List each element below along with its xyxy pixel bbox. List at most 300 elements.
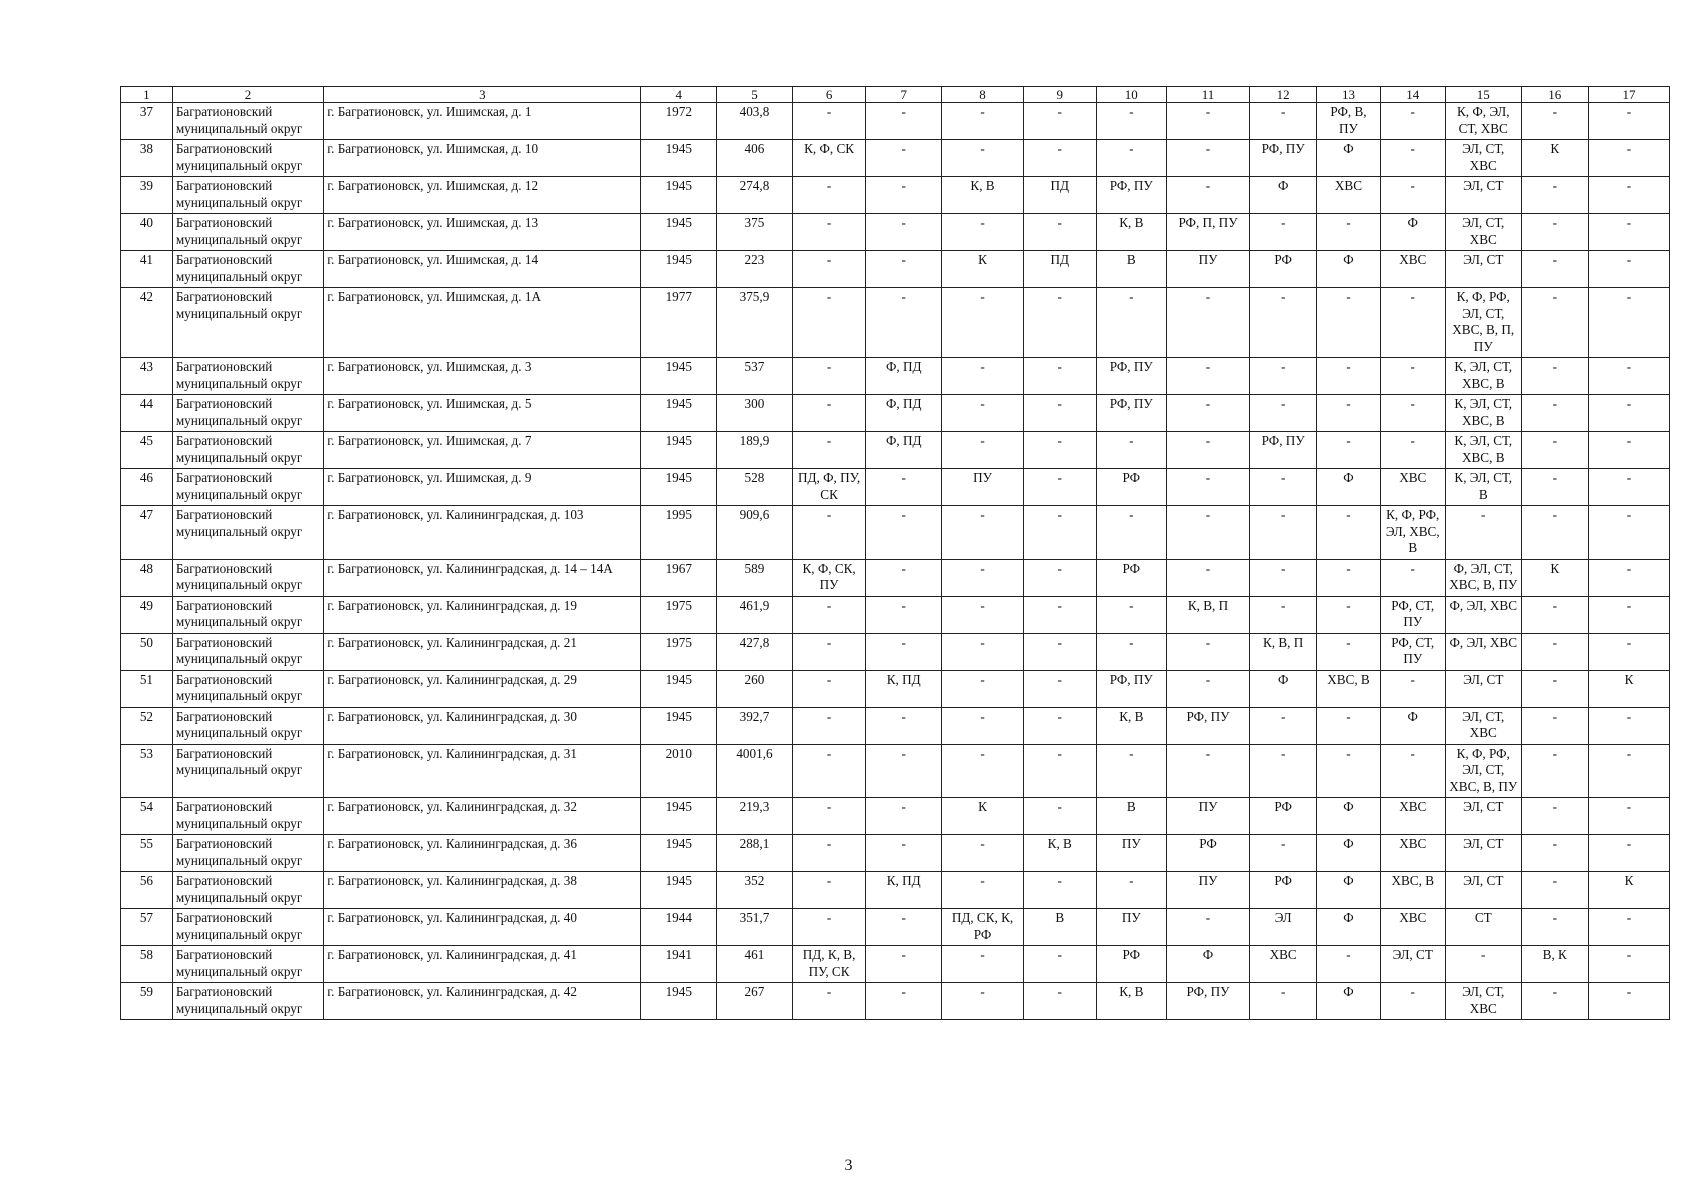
- table-cell-col-13: -: [1317, 633, 1380, 670]
- table-cell-col-14: -: [1380, 559, 1445, 596]
- table-cell-col-13: Ф: [1317, 251, 1380, 288]
- table-cell-col-12: -: [1249, 103, 1316, 140]
- table-cell-col-13: РФ, В, ПУ: [1317, 103, 1380, 140]
- table-cell-col-5: 223: [717, 251, 793, 288]
- table-cell-col-7: -: [866, 288, 942, 358]
- table-cell-col-4: 2010: [641, 744, 717, 798]
- table-cell-col-8: -: [942, 946, 1024, 983]
- table-cell-col-9: -: [1023, 469, 1096, 506]
- table-cell-col-10: РФ: [1096, 559, 1167, 596]
- table-row: [121, 214, 1670, 251]
- table-cell-col-13: -: [1317, 395, 1380, 432]
- column-number-6: 6: [792, 87, 866, 103]
- table-cell-col-8: -: [942, 432, 1024, 469]
- table-cell-col-3: г. Багратионовск, ул. Калининградская, д. 103: [324, 506, 641, 560]
- table-cell-col-2: Багратионовский муниципальный округ: [172, 983, 323, 1020]
- column-number-5: 5: [717, 87, 793, 103]
- table-cell-col-5: 189,9: [717, 432, 793, 469]
- table-cell-col-12: -: [1249, 596, 1316, 633]
- column-number-9: 9: [1023, 87, 1096, 103]
- table-cell-col-11: РФ, ПУ: [1167, 983, 1250, 1020]
- table-cell-col-12: -: [1249, 983, 1316, 1020]
- table-cell-col-14: Ф: [1380, 214, 1445, 251]
- table-cell-col-8: -: [942, 506, 1024, 560]
- table-cell-col-7: -: [866, 469, 942, 506]
- table-cell-col-5: 288,1: [717, 835, 793, 872]
- column-number-15: 15: [1445, 87, 1521, 103]
- table-cell-col-6: -: [792, 432, 866, 469]
- table-cell-col-13: -: [1317, 596, 1380, 633]
- table-cell-col-1: 47: [121, 506, 173, 560]
- table-cell-col-13: Ф: [1317, 798, 1380, 835]
- table-cell-col-8: -: [942, 596, 1024, 633]
- table-cell-col-16: -: [1521, 177, 1588, 214]
- table-cell-col-12: РФ: [1249, 872, 1316, 909]
- table-cell-col-3: г. Багратионовск, ул. Калининградская, д. 38: [324, 872, 641, 909]
- table-cell-col-4: 1945: [641, 214, 717, 251]
- table-cell-col-5: 300: [717, 395, 793, 432]
- table-cell-col-15: ЭЛ, СТ, ХВС: [1445, 214, 1521, 251]
- table-cell-col-8: ПУ: [942, 469, 1024, 506]
- table-cell-col-1: 39: [121, 177, 173, 214]
- table-cell-col-1: 53: [121, 744, 173, 798]
- table-row: [121, 983, 1670, 1020]
- table-row: [121, 835, 1670, 872]
- page-number: 3: [844, 1157, 853, 1174]
- table-cell-col-4: 1945: [641, 707, 717, 744]
- table-cell-col-3: г. Багратионовск, ул. Ишимская, д. 3: [324, 358, 641, 395]
- table-cell-col-10: -: [1096, 596, 1167, 633]
- table-cell-col-2: Багратионовский муниципальный округ: [172, 798, 323, 835]
- table-cell-col-16: -: [1521, 506, 1588, 560]
- table-cell-col-1: 57: [121, 909, 173, 946]
- table-cell-col-6: -: [792, 872, 866, 909]
- table-cell-col-4: 1945: [641, 358, 717, 395]
- table-cell-col-16: -: [1521, 214, 1588, 251]
- table-cell-col-3: г. Багратионовск, ул. Калининградская, д. 41: [324, 946, 641, 983]
- table-cell-col-12: РФ: [1249, 251, 1316, 288]
- table-cell-col-1: 49: [121, 596, 173, 633]
- table-cell-col-9: ПД: [1023, 177, 1096, 214]
- table-cell-col-1: 43: [121, 358, 173, 395]
- table-cell-col-15: ЭЛ, СТ: [1445, 177, 1521, 214]
- table-cell-col-13: -: [1317, 946, 1380, 983]
- table-cell-col-7: К, ПД: [866, 872, 942, 909]
- table-cell-col-7: -: [866, 177, 942, 214]
- table-cell-col-9: -: [1023, 103, 1096, 140]
- table-cell-col-3: г. Багратионовск, ул. Калининградская, д. 14 – 14А: [324, 559, 641, 596]
- table-cell-col-11: -: [1167, 559, 1250, 596]
- table-cell-col-4: 1945: [641, 395, 717, 432]
- table-cell-col-17: -: [1588, 288, 1669, 358]
- table-cell-col-3: г. Багратионовск, ул. Калининградская, д. 31: [324, 744, 641, 798]
- table-cell-col-4: 1945: [641, 177, 717, 214]
- table-cell-col-14: -: [1380, 983, 1445, 1020]
- table-cell-col-5: 537: [717, 358, 793, 395]
- table-row: [121, 103, 1670, 140]
- table-cell-col-6: -: [792, 835, 866, 872]
- table-cell-col-9: -: [1023, 670, 1096, 707]
- column-number-3: 3: [324, 87, 641, 103]
- table-cell-col-12: -: [1249, 214, 1316, 251]
- table-cell-col-16: В, К: [1521, 946, 1588, 983]
- table-cell-col-6: -: [792, 506, 866, 560]
- table-cell-col-2: Багратионовский муниципальный округ: [172, 872, 323, 909]
- table-cell-col-4: 1941: [641, 946, 717, 983]
- table-cell-col-4: 1945: [641, 872, 717, 909]
- table-cell-col-11: -: [1167, 633, 1250, 670]
- table-cell-col-16: -: [1521, 288, 1588, 358]
- table-cell-col-3: г. Багратионовск, ул. Калининградская, д. 42: [324, 983, 641, 1020]
- table-cell-col-8: -: [942, 559, 1024, 596]
- table-cell-col-6: -: [792, 251, 866, 288]
- table-cell-col-15: ЭЛ, СТ, ХВС: [1445, 707, 1521, 744]
- table-cell-col-12: -: [1249, 506, 1316, 560]
- table-cell-col-2: Багратионовский муниципальный округ: [172, 559, 323, 596]
- table-cell-col-10: РФ: [1096, 469, 1167, 506]
- table-cell-col-9: -: [1023, 707, 1096, 744]
- table-cell-col-14: -: [1380, 288, 1445, 358]
- table-row: [121, 633, 1670, 670]
- column-number-7: 7: [866, 87, 942, 103]
- table-cell-col-10: К, В: [1096, 214, 1167, 251]
- table-cell-col-15: Ф, ЭЛ, ХВС: [1445, 596, 1521, 633]
- table-cell-col-3: г. Багратионовск, ул. Калининградская, д. 29: [324, 670, 641, 707]
- table-cell-col-15: К, ЭЛ, СТ, В: [1445, 469, 1521, 506]
- table-cell-col-16: -: [1521, 707, 1588, 744]
- table-cell-col-16: -: [1521, 670, 1588, 707]
- table-cell-col-14: -: [1380, 177, 1445, 214]
- table-cell-col-5: 274,8: [717, 177, 793, 214]
- table-cell-col-6: -: [792, 288, 866, 358]
- table-cell-col-11: -: [1167, 670, 1250, 707]
- table-cell-col-2: Багратионовский муниципальный округ: [172, 251, 323, 288]
- table-cell-col-11: -: [1167, 432, 1250, 469]
- table-cell-col-1: 38: [121, 140, 173, 177]
- table-cell-col-14: ХВС: [1380, 835, 1445, 872]
- table-cell-col-2: Багратионовский муниципальный округ: [172, 395, 323, 432]
- table-cell-col-5: 461: [717, 946, 793, 983]
- table-cell-col-1: 45: [121, 432, 173, 469]
- table-cell-col-8: -: [942, 872, 1024, 909]
- table-cell-col-13: Ф: [1317, 872, 1380, 909]
- table-cell-col-14: К, Ф, РФ, ЭЛ, ХВС, В: [1380, 506, 1445, 560]
- table-cell-col-10: ПУ: [1096, 835, 1167, 872]
- table-cell-col-7: -: [866, 506, 942, 560]
- table-cell-col-3: г. Багратионовск, ул. Ишимская, д. 12: [324, 177, 641, 214]
- table-cell-col-15: ЭЛ, СТ: [1445, 872, 1521, 909]
- table-cell-col-14: ХВС: [1380, 469, 1445, 506]
- column-number-10: 10: [1096, 87, 1167, 103]
- table-cell-col-12: -: [1249, 559, 1316, 596]
- table-cell-col-7: -: [866, 835, 942, 872]
- table-cell-col-17: -: [1588, 798, 1669, 835]
- table-cell-col-6: -: [792, 358, 866, 395]
- table-cell-col-17: -: [1588, 559, 1669, 596]
- table-cell-col-2: Багратионовский муниципальный округ: [172, 432, 323, 469]
- table-cell-col-4: 1977: [641, 288, 717, 358]
- column-number-13: 13: [1317, 87, 1380, 103]
- table-cell-col-17: -: [1588, 633, 1669, 670]
- table-cell-col-7: -: [866, 946, 942, 983]
- table-cell-col-16: -: [1521, 835, 1588, 872]
- table-cell-col-7: -: [866, 559, 942, 596]
- table-cell-col-9: В: [1023, 909, 1096, 946]
- table-cell-col-15: К, ЭЛ, СТ, ХВС, В: [1445, 432, 1521, 469]
- table-cell-col-17: -: [1588, 946, 1669, 983]
- table-cell-col-10: ПУ: [1096, 909, 1167, 946]
- table-cell-col-15: ЭЛ, СТ: [1445, 670, 1521, 707]
- table-cell-col-13: Ф: [1317, 835, 1380, 872]
- table-cell-col-10: -: [1096, 432, 1167, 469]
- table-cell-col-15: К, Ф, РФ, ЭЛ, СТ, ХВС, В, ПУ: [1445, 744, 1521, 798]
- table-cell-col-8: ПД, СК, К, РФ: [942, 909, 1024, 946]
- table-cell-col-2: Багратионовский муниципальный округ: [172, 744, 323, 798]
- column-number-17: 17: [1588, 87, 1669, 103]
- table-cell-col-14: ХВС, В: [1380, 872, 1445, 909]
- table-cell-col-17: -: [1588, 103, 1669, 140]
- table-cell-col-4: 1945: [641, 140, 717, 177]
- table-row: [121, 707, 1670, 744]
- table-cell-col-4: 1995: [641, 506, 717, 560]
- table-cell-col-2: Багратионовский муниципальный округ: [172, 835, 323, 872]
- table-cell-col-15: ЭЛ, СТ, ХВС: [1445, 140, 1521, 177]
- table-cell-col-17: -: [1588, 983, 1669, 1020]
- table-cell-col-8: -: [942, 214, 1024, 251]
- table-cell-col-16: -: [1521, 633, 1588, 670]
- table-cell-col-7: -: [866, 140, 942, 177]
- table-cell-col-10: -: [1096, 103, 1167, 140]
- table-cell-col-5: 219,3: [717, 798, 793, 835]
- table-cell-col-1: 37: [121, 103, 173, 140]
- table-cell-col-11: -: [1167, 177, 1250, 214]
- table-cell-col-3: г. Багратионовск, ул. Ишимская, д. 1А: [324, 288, 641, 358]
- table-cell-col-3: г. Багратионовск, ул. Ишимская, д. 10: [324, 140, 641, 177]
- table-cell-col-4: 1944: [641, 909, 717, 946]
- table-cell-col-6: -: [792, 707, 866, 744]
- table-cell-col-2: Багратионовский муниципальный округ: [172, 707, 323, 744]
- table-row: [121, 395, 1670, 432]
- column-number-14: 14: [1380, 87, 1445, 103]
- table-cell-col-14: ХВС: [1380, 798, 1445, 835]
- column-number-4: 4: [641, 87, 717, 103]
- table-cell-col-11: РФ, П, ПУ: [1167, 214, 1250, 251]
- table-cell-col-4: 1945: [641, 251, 717, 288]
- table-cell-col-17: -: [1588, 251, 1669, 288]
- table-cell-col-12: Ф: [1249, 177, 1316, 214]
- table-row: [121, 559, 1670, 596]
- table-cell-col-11: -: [1167, 395, 1250, 432]
- table-cell-col-17: К: [1588, 670, 1669, 707]
- table-cell-col-8: -: [942, 707, 1024, 744]
- table-cell-col-11: К, В, П: [1167, 596, 1250, 633]
- table-cell-col-11: -: [1167, 358, 1250, 395]
- table-cell-col-13: -: [1317, 744, 1380, 798]
- table-cell-col-8: -: [942, 983, 1024, 1020]
- table-cell-col-12: К, В, П: [1249, 633, 1316, 670]
- table-cell-col-1: 40: [121, 214, 173, 251]
- table-cell-col-16: -: [1521, 103, 1588, 140]
- table-cell-col-5: 909,6: [717, 506, 793, 560]
- table-cell-col-17: -: [1588, 469, 1669, 506]
- table-cell-col-6: -: [792, 909, 866, 946]
- table-cell-col-3: г. Багратионовск, ул. Калининградская, д. 21: [324, 633, 641, 670]
- table-cell-col-9: -: [1023, 983, 1096, 1020]
- table-cell-col-8: -: [942, 358, 1024, 395]
- table-cell-col-12: -: [1249, 395, 1316, 432]
- table-row: [121, 432, 1670, 469]
- data-table: [120, 86, 1670, 1020]
- table-cell-col-5: 352: [717, 872, 793, 909]
- table-cell-col-9: -: [1023, 214, 1096, 251]
- table-cell-col-5: 461,9: [717, 596, 793, 633]
- table-cell-col-15: Ф, ЭЛ, ХВС: [1445, 633, 1521, 670]
- table-cell-col-9: -: [1023, 140, 1096, 177]
- table-cell-col-9: -: [1023, 358, 1096, 395]
- table-cell-col-6: -: [792, 214, 866, 251]
- table-cell-col-15: СТ: [1445, 909, 1521, 946]
- table-cell-col-13: Ф: [1317, 909, 1380, 946]
- table-cell-col-6: ПД, К, В, ПУ, СК: [792, 946, 866, 983]
- table-cell-col-15: Ф, ЭЛ, СТ, ХВС, В, ПУ: [1445, 559, 1521, 596]
- table-cell-col-11: -: [1167, 103, 1250, 140]
- table-row: [121, 177, 1670, 214]
- table-cell-col-12: -: [1249, 707, 1316, 744]
- table-cell-col-7: -: [866, 633, 942, 670]
- table-cell-col-1: 48: [121, 559, 173, 596]
- table-cell-col-6: -: [792, 798, 866, 835]
- table-cell-col-17: -: [1588, 140, 1669, 177]
- table-cell-col-1: 58: [121, 946, 173, 983]
- table-cell-col-13: ХВС, В: [1317, 670, 1380, 707]
- table-cell-col-17: -: [1588, 432, 1669, 469]
- table-cell-col-13: Ф: [1317, 983, 1380, 1020]
- table-cell-col-1: 50: [121, 633, 173, 670]
- table-cell-col-10: -: [1096, 744, 1167, 798]
- table-cell-col-5: 260: [717, 670, 793, 707]
- table-cell-col-2: Багратионовский муниципальный округ: [172, 103, 323, 140]
- table-cell-col-16: -: [1521, 872, 1588, 909]
- table-cell-col-2: Багратионовский муниципальный округ: [172, 469, 323, 506]
- table-cell-col-2: Багратионовский муниципальный округ: [172, 946, 323, 983]
- table-cell-col-7: -: [866, 214, 942, 251]
- table-cell-col-17: -: [1588, 596, 1669, 633]
- table-cell-col-11: ПУ: [1167, 798, 1250, 835]
- table-cell-col-15: -: [1445, 946, 1521, 983]
- table-cell-col-3: г. Багратионовск, ул. Калининградская, д. 36: [324, 835, 641, 872]
- table-cell-col-17: -: [1588, 358, 1669, 395]
- table-cell-col-10: РФ, ПУ: [1096, 395, 1167, 432]
- table-cell-col-9: -: [1023, 872, 1096, 909]
- column-number-11: 11: [1167, 87, 1250, 103]
- table-cell-col-11: -: [1167, 909, 1250, 946]
- table-cell-col-11: ПУ: [1167, 251, 1250, 288]
- table-cell-col-13: -: [1317, 707, 1380, 744]
- table-cell-col-2: Багратионовский муниципальный округ: [172, 140, 323, 177]
- table-cell-col-16: -: [1521, 358, 1588, 395]
- table-cell-col-1: 54: [121, 798, 173, 835]
- table-cell-col-1: 44: [121, 395, 173, 432]
- table-cell-col-7: -: [866, 103, 942, 140]
- table-cell-col-4: 1945: [641, 670, 717, 707]
- table-cell-col-8: -: [942, 395, 1024, 432]
- table-cell-col-2: Багратионовский муниципальный округ: [172, 177, 323, 214]
- table-cell-col-2: Багратионовский муниципальный округ: [172, 909, 323, 946]
- table-cell-col-16: -: [1521, 432, 1588, 469]
- table-row: [121, 596, 1670, 633]
- table-cell-col-3: г. Багратионовск, ул. Ишимская, д. 5: [324, 395, 641, 432]
- table-cell-col-12: ЭЛ: [1249, 909, 1316, 946]
- table-cell-col-15: ЭЛ, СТ: [1445, 835, 1521, 872]
- table-cell-col-16: -: [1521, 744, 1588, 798]
- table-cell-col-9: ПД: [1023, 251, 1096, 288]
- table-cell-col-13: -: [1317, 358, 1380, 395]
- table-cell-col-14: -: [1380, 432, 1445, 469]
- table-cell-col-11: РФ, ПУ: [1167, 707, 1250, 744]
- table-cell-col-3: г. Багратионовск, ул. Калининградская, д. 40: [324, 909, 641, 946]
- table-cell-col-12: Ф: [1249, 670, 1316, 707]
- table-cell-col-17: -: [1588, 707, 1669, 744]
- table-cell-col-8: К, В: [942, 177, 1024, 214]
- table-cell-col-7: -: [866, 707, 942, 744]
- table-cell-col-7: -: [866, 744, 942, 798]
- table-cell-col-6: -: [792, 177, 866, 214]
- table-cell-col-12: -: [1249, 744, 1316, 798]
- table-cell-col-14: -: [1380, 744, 1445, 798]
- table-cell-col-10: -: [1096, 872, 1167, 909]
- table-cell-col-13: Ф: [1317, 469, 1380, 506]
- table-cell-col-5: 375: [717, 214, 793, 251]
- table-cell-col-7: К, ПД: [866, 670, 942, 707]
- table-cell-col-14: РФ, СТ, ПУ: [1380, 596, 1445, 633]
- table-cell-col-9: -: [1023, 395, 1096, 432]
- table-cell-col-7: Ф, ПД: [866, 432, 942, 469]
- table-cell-col-6: -: [792, 744, 866, 798]
- table-cell-col-5: 351,7: [717, 909, 793, 946]
- table-cell-col-13: -: [1317, 506, 1380, 560]
- table-cell-col-5: 267: [717, 983, 793, 1020]
- table-cell-col-8: К: [942, 798, 1024, 835]
- table-cell-col-13: Ф: [1317, 140, 1380, 177]
- table-cell-col-11: ПУ: [1167, 872, 1250, 909]
- table-cell-col-14: -: [1380, 103, 1445, 140]
- table-cell-col-2: Багратионовский муниципальный округ: [172, 633, 323, 670]
- table-cell-col-17: -: [1588, 744, 1669, 798]
- table-cell-col-8: -: [942, 288, 1024, 358]
- table-cell-col-1: 56: [121, 872, 173, 909]
- table-cell-col-10: РФ, ПУ: [1096, 358, 1167, 395]
- table-cell-col-5: 392,7: [717, 707, 793, 744]
- column-number-1: 1: [121, 87, 173, 103]
- table-cell-col-16: -: [1521, 909, 1588, 946]
- table-cell-col-17: -: [1588, 214, 1669, 251]
- table-cell-col-9: К, В: [1023, 835, 1096, 872]
- table-cell-col-17: -: [1588, 177, 1669, 214]
- table-cell-col-14: -: [1380, 140, 1445, 177]
- table-cell-col-11: РФ: [1167, 835, 1250, 872]
- table-cell-col-6: К, Ф, СК: [792, 140, 866, 177]
- table-cell-col-5: 427,8: [717, 633, 793, 670]
- table-cell-col-15: К, Ф, РФ, ЭЛ, СТ, ХВС, В, П, ПУ: [1445, 288, 1521, 358]
- table-cell-col-8: К: [942, 251, 1024, 288]
- table-cell-col-7: Ф, ПД: [866, 358, 942, 395]
- table-cell-col-4: 1945: [641, 432, 717, 469]
- table-cell-col-16: К: [1521, 140, 1588, 177]
- table-cell-col-9: -: [1023, 633, 1096, 670]
- table-cell-col-16: К: [1521, 559, 1588, 596]
- table-cell-col-15: ЭЛ, СТ, ХВС: [1445, 983, 1521, 1020]
- table-cell-col-6: -: [792, 670, 866, 707]
